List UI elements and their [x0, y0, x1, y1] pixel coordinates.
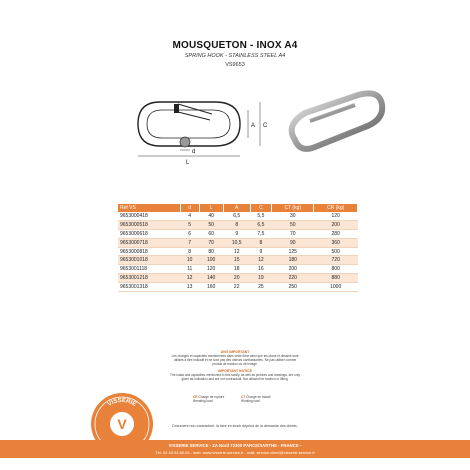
notice-fr-heading: AVIS IMPORTANT	[220, 350, 250, 354]
table-cell: 800	[314, 265, 358, 274]
table-cell: 13	[180, 283, 199, 292]
table-cell: 250	[272, 283, 314, 292]
table-cell: 9653001318	[118, 283, 180, 292]
table-row	[118, 229, 358, 238]
table-cell: 280	[314, 229, 358, 238]
table-cell: 10,5	[223, 238, 250, 247]
notice-en-heading: IMPORTANT NOTICE	[218, 369, 252, 373]
table-cell: 40	[199, 212, 223, 220]
table-cell: 120	[199, 265, 223, 274]
header-ct: CT (kg)	[272, 204, 314, 212]
page-title: MOUSQUETON - INOX A4	[172, 40, 298, 51]
table-cell: 9653000618	[118, 229, 180, 238]
logo-top-text: VISSERIE	[106, 397, 138, 408]
spec-table	[118, 204, 358, 292]
table-cell: 100	[199, 256, 223, 265]
table-cell: 70	[272, 229, 314, 238]
dimension-l-label: L	[186, 160, 190, 166]
table-cell: 6	[180, 229, 199, 238]
table-body	[118, 212, 358, 292]
notice-en-text: The loads and capacities mentioned in this family, as well as pictures and drawings, are only given as indication and are not contractual. Not allowed for traction or lifting.	[170, 373, 300, 381]
table-cell: 12	[250, 256, 271, 265]
legend-cr	[193, 396, 224, 403]
table-cell: 8	[250, 238, 271, 247]
table-cell: 125	[272, 247, 314, 256]
table-cell: 160	[199, 283, 223, 292]
table-cell: 200	[272, 265, 314, 274]
header-cr: CR (kg)	[314, 204, 358, 212]
dimension-a-label: A	[251, 123, 256, 129]
table-cell: 60	[199, 229, 223, 238]
footer-contact: Tél: 02.43.94.80.04 - web: www.visserie-service.fr - mail: service.client@visserie-service.fr	[155, 450, 315, 455]
logo-letter: V	[117, 416, 127, 432]
reference-code: VS9653	[225, 62, 245, 68]
table-cell: 9653000718	[118, 238, 180, 247]
table-cell: 90	[272, 238, 314, 247]
table-cell: 16	[250, 265, 271, 274]
table-cell: 30	[272, 212, 314, 220]
table-header-row	[118, 204, 358, 212]
table-cell: 80	[199, 247, 223, 256]
legend-ct-en: Working load	[241, 398, 260, 403]
table-cell: 19	[250, 274, 271, 283]
table-cell: 18	[223, 265, 250, 274]
header-c: C	[250, 204, 271, 212]
table-cell: 500	[314, 247, 358, 256]
header-d: d	[180, 204, 199, 212]
table-cell: 9	[250, 247, 271, 256]
table-row	[118, 238, 358, 247]
table-cell: 20	[223, 274, 250, 283]
technical-drawing	[130, 82, 270, 172]
table-cell: 9653000518	[118, 220, 180, 229]
load-legend	[193, 396, 283, 406]
table-row	[118, 247, 358, 256]
table-cell: 7	[180, 238, 199, 247]
table-cell: 220	[272, 274, 314, 283]
table-cell: 6,5	[250, 220, 271, 229]
table-cell: 9653001218	[118, 274, 180, 283]
table-row	[118, 265, 358, 274]
table-cell: 720	[314, 256, 358, 265]
table-cell: 8	[223, 220, 250, 229]
table-cell: 360	[314, 238, 358, 247]
table-cell: 180	[272, 256, 314, 265]
table-row	[118, 256, 358, 265]
notices	[170, 347, 300, 381]
table-row	[118, 212, 358, 220]
table-row	[118, 274, 358, 283]
table-cell: 50	[199, 220, 223, 229]
table-cell: 12	[223, 247, 250, 256]
table-cell: 12	[180, 274, 199, 283]
table-cell: 5,5	[250, 212, 271, 220]
dimension-c-label: C	[263, 123, 268, 129]
table-cell: 70	[199, 238, 223, 247]
table-cell: 200	[314, 220, 358, 229]
table-cell: 11	[180, 265, 199, 274]
dimension-d-label: d	[192, 149, 196, 155]
table-cell: 22	[223, 283, 250, 292]
table-cell: 9	[223, 229, 250, 238]
page-subtitle: SPRING HOOK - STAINLESS STEEL A4	[184, 53, 286, 59]
header-ref: Ref VS	[118, 204, 180, 212]
footer-address: VISSERIE SERVICE - ZA Nord 72300 PARCE/SARTHE - FRANCE -	[168, 443, 302, 448]
table-cell: 4	[180, 212, 199, 220]
product-photo	[280, 85, 390, 160]
legend-ct	[241, 396, 270, 403]
table-cell: 7,5	[250, 229, 271, 238]
table-cell: 9653000418	[118, 212, 180, 220]
table-cell: 8	[180, 247, 199, 256]
table-cell: 50	[272, 220, 314, 229]
table-row	[118, 283, 358, 292]
notice-fr-text: Les charges et capacités mentionnées dans cette fiche ainsi que les plans et dessins sont utilisés à titre indicatif et ne sont pas des valeurs contractuelles. Ne pas utiliser comme produit de traction ou de levage.	[171, 354, 299, 366]
header-a: A	[223, 204, 250, 212]
legend-ct-code: CT	[241, 395, 246, 399]
footer-bar	[0, 440, 470, 458]
table-cell: 15	[223, 256, 250, 265]
legend-cr-code: CR	[193, 395, 198, 399]
legend-cr-fr: Charge de rupture	[198, 395, 225, 399]
legend-cr-en: Breaking load	[193, 398, 213, 403]
disclaimer: Document non contractuel, la taxe en stock dépend de la demande des clients.	[172, 424, 298, 428]
table-cell: 5	[180, 220, 199, 229]
table-cell: 140	[199, 274, 223, 283]
table-cell: 9653001018	[118, 256, 180, 265]
header-l: L	[199, 204, 223, 212]
table-cell: 9653000818	[118, 247, 180, 256]
table-cell: 9653001118	[118, 265, 180, 274]
table-cell: 880	[314, 274, 358, 283]
table-cell: 6,5	[223, 212, 250, 220]
table-cell: 10	[180, 256, 199, 265]
table-cell: 120	[314, 212, 358, 220]
table-cell: 25	[250, 283, 271, 292]
table-cell: 1000	[314, 283, 358, 292]
table-row	[118, 220, 358, 229]
legend-ct-fr: Charge de travail	[246, 395, 271, 399]
